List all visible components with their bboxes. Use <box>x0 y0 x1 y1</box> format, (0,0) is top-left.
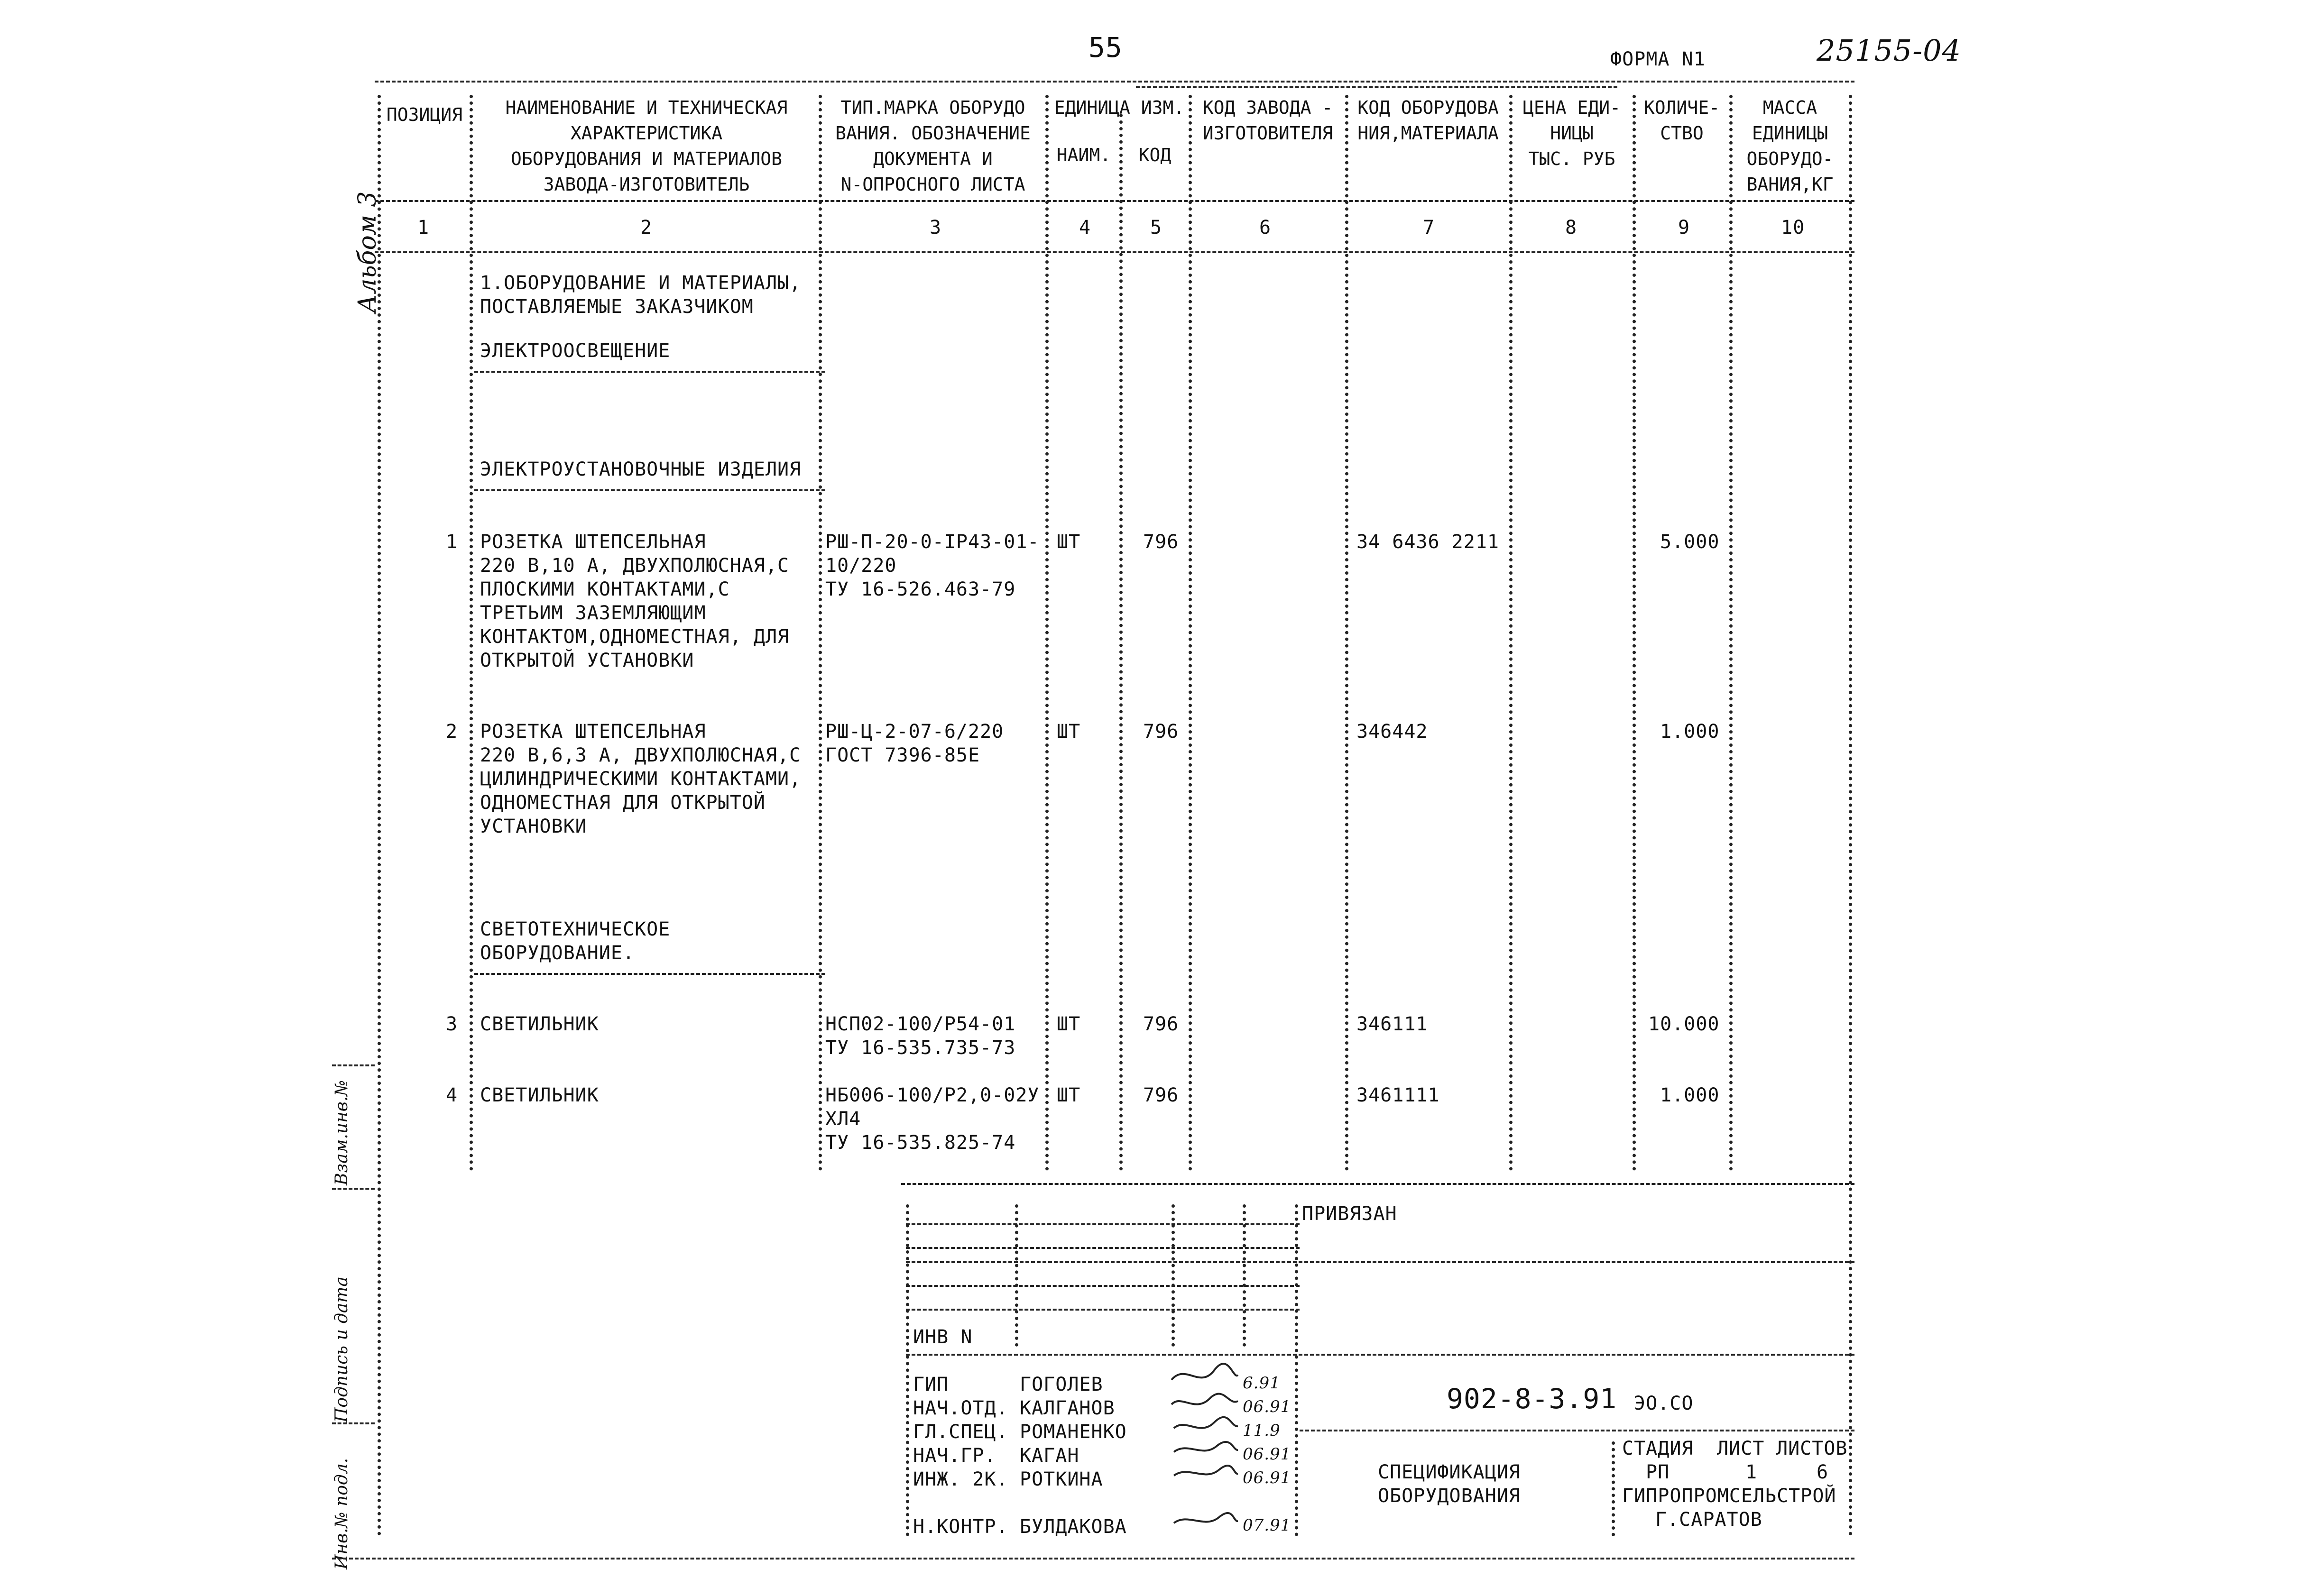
row-4-name: СВЕТИЛЬНИК <box>480 1084 599 1106</box>
col-number-4: 4 <box>1079 217 1091 238</box>
row-3-equipment-code: 346111 <box>1356 1013 1428 1035</box>
row-2-unit: ШТ <box>1057 721 1081 743</box>
row-1-position: 1 <box>446 531 458 553</box>
header-unit-code: КОД <box>1138 145 1172 165</box>
col-sep-10 <box>1849 95 1852 1536</box>
signatory-name: ГОГОЛЕВ <box>1020 1374 1103 1395</box>
row-4-equipment-code: 3461111 <box>1356 1084 1440 1106</box>
stamp-sep-5 <box>1295 1204 1298 1536</box>
signatory-role: НАЧ.ОТД. <box>913 1397 1008 1419</box>
row-1-unit: ШТ <box>1057 531 1081 553</box>
stamp-mid-rule <box>906 1354 1854 1356</box>
row-1-type: РШ-П-20-0-IP43-01- 10/220 ТУ 16-526.463-79 <box>825 531 1040 600</box>
stamp-rev-rule-1 <box>906 1223 1300 1225</box>
col-sep-0 <box>378 95 381 1536</box>
col-number-9: 9 <box>1678 217 1690 238</box>
inv-podl-label: Инв.№ подл. <box>332 1458 351 1569</box>
col-sep-4 <box>1119 114 1123 1171</box>
col-number-5: 5 <box>1150 217 1162 238</box>
form-label: ФОРМА N1 <box>1610 48 1706 70</box>
signatory-role: Н.КОНТР. <box>913 1516 1008 1538</box>
signatory-date: 06.91 <box>1243 1468 1291 1487</box>
col-sep-6 <box>1345 95 1348 1171</box>
signature-marks <box>1167 1361 1243 1536</box>
col-number-1: 1 <box>417 217 430 238</box>
stamp-top-rule <box>901 1183 1854 1185</box>
header-name: НАИМЕНОВАНИЕ И ТЕХНИЧЕСКАЯ ХАРАКТЕРИСТИКА ОБОРУДОВАНИЯ И МАТЕРИАЛОВ ЗАВОДА-ИЗГОТОВИТЕЛЬ <box>505 97 788 195</box>
row-2-position: 2 <box>446 721 458 743</box>
row-4-unit: ШТ <box>1057 1084 1081 1106</box>
stamp-doc-number: 902-8-3.91 <box>1447 1383 1617 1415</box>
header-position: ПОЗИЦИЯ <box>386 104 463 125</box>
header-equipment-code: КОД ОБОРУДОВА НИЯ,МАТЕРИАЛА <box>1357 97 1499 144</box>
signatory-role: ИНЖ. 2К. <box>913 1468 1008 1490</box>
header-quantity: КОЛИЧЕ- СТВО <box>1643 97 1720 144</box>
col-sep-3 <box>1045 95 1049 1171</box>
header-type: ТИП.МАРКА ОБОРУДО ВАНИЯ. ОБОЗНАЧЕНИЕ ДОКУМЕНТА И N-ОПРОСНОГО ЛИСТА <box>835 97 1031 195</box>
signatory-date: 07.91 <box>1243 1516 1291 1535</box>
col-sep-1 <box>470 95 473 1171</box>
margin-rule-1 <box>332 1064 375 1066</box>
header-factory-code: КОД ЗАВОДА - ИЗГОТОВИТЕЛЯ <box>1202 97 1333 144</box>
row-4-type: НБ006-100/Р2,0-02У ХЛ4 ТУ 16-535.825-74 <box>825 1084 1040 1154</box>
page-number: 55 <box>1089 31 1123 64</box>
stamp-sheet: 1 <box>1745 1461 1758 1483</box>
row-2-code: 796 <box>1143 721 1179 743</box>
col-number-2: 2 <box>640 217 653 238</box>
row-2-equipment-code: 346442 <box>1356 721 1428 743</box>
section-heading-lighting: ЭЛЕКТРООСВЕЩЕНИЕ <box>480 340 671 362</box>
header-unit: ЕДИНИЦА ИЗМ. <box>1054 97 1185 118</box>
signatory-date: 6.91 <box>1243 1374 1281 1393</box>
stamp-stage: РП <box>1646 1461 1670 1483</box>
stamp-sep-4 <box>1243 1204 1246 1347</box>
col-number-6: 6 <box>1259 217 1272 238</box>
stamp-sep-6 <box>1612 1441 1615 1536</box>
row-4-position: 4 <box>446 1084 458 1106</box>
vzam-inv-label: Взам.инв.№ <box>332 1080 351 1185</box>
signatory-date: 06.91 <box>1243 1397 1291 1416</box>
row-3-type: НСП02-100/Р54-01 ТУ 16-535.735-73 <box>825 1013 1016 1059</box>
stamp-sep-3 <box>1172 1204 1175 1347</box>
row-2-type: РШ-Ц-2-07-6/220 ГОСТ 7396-85Е <box>825 721 1004 766</box>
signatory-name: КАЛГАНОВ <box>1020 1397 1115 1419</box>
col-number-3: 3 <box>930 217 942 238</box>
stamp-sheets-label: ЛИСТОВ <box>1776 1438 1848 1459</box>
stamp-doc-suffix: ЭО.СО <box>1634 1393 1694 1414</box>
stamp-bottom-rule <box>332 1558 1854 1559</box>
section-underline-3 <box>474 973 825 975</box>
stamp-organization: ГИПРОПРОМСЕЛЬСТРОЙ <box>1622 1485 1836 1507</box>
stamp-title: СПЕЦИФИКАЦИЯ ОБОРУДОВАНИЯ <box>1378 1461 1521 1507</box>
stamp-stage-label: СТАДИЯ <box>1622 1438 1694 1459</box>
col-sep-7 <box>1509 95 1513 1171</box>
row-4-quantity: 1.000 <box>1660 1084 1720 1106</box>
section-heading-wiring: ЭЛЕКТРОУСТАНОВОЧНЫЕ ИЗДЕЛИЯ <box>480 459 802 480</box>
row-2-name: РОЗЕТКА ШТЕПСЕЛЬНАЯ 220 В,6,3 А, ДВУХПОЛЮСНАЯ,С ЦИЛИНДРИЧЕСКИМИ КОНТАКТАМИ, ОДНОМЕСТНАЯ ДЛЯ ОТКРЫТОЙ УСТАНОВКИ <box>480 721 802 837</box>
row-1-quantity: 5.000 <box>1660 531 1720 553</box>
doc-code-handwritten: 25155-04 <box>1817 33 1962 68</box>
col-sep-5 <box>1189 95 1192 1171</box>
signatory-role: ГЛ.СПЕЦ. <box>913 1421 1008 1443</box>
stamp-rev-rule-2 <box>906 1247 1300 1249</box>
signatory-name: КАГАН <box>1020 1445 1079 1467</box>
row-3-code: 796 <box>1143 1013 1179 1035</box>
col-sep-9 <box>1729 95 1733 1171</box>
col-number-7: 7 <box>1423 217 1435 238</box>
signatory-date: 06.91 <box>1243 1445 1291 1464</box>
stamp-sep-1 <box>906 1204 909 1536</box>
row-1-equipment-code: 34 6436 2211 <box>1356 531 1499 553</box>
row-3-unit: ШТ <box>1057 1013 1081 1035</box>
album-label: Альбом 3 <box>353 191 382 313</box>
stamp-sep-2 <box>1015 1204 1018 1347</box>
col-number-10: 10 <box>1781 217 1805 238</box>
stamp-sheets: 6 <box>1817 1461 1829 1483</box>
header-unit-name: НАИМ. <box>1056 145 1111 165</box>
stamp-rev-rule-5 <box>906 1309 1300 1311</box>
col-sep-2 <box>819 95 822 1171</box>
signatory-name: РОТКИНА <box>1020 1468 1103 1490</box>
stamp-sheet-label: ЛИСТ <box>1717 1438 1765 1459</box>
margin-rule-3 <box>332 1422 375 1424</box>
row-2-quantity: 1.000 <box>1660 721 1720 743</box>
stamp-city: Г.САРАТОВ <box>1655 1509 1762 1531</box>
table-top-rule <box>375 81 1854 83</box>
row-4-code: 796 <box>1143 1084 1179 1106</box>
signatory-role: НАЧ.ГР. <box>913 1445 996 1467</box>
stamp-inv-n: ИНВ N <box>913 1326 973 1348</box>
header-mass: МАССА ЕДИНИЦЫ ОБОРУДО- ВАНИЯ,КГ <box>1746 97 1834 195</box>
stamp-rev-rule-3 <box>906 1261 1854 1263</box>
row-1-name: РОЗЕТКА ШТЕПСЕЛЬНАЯ 220 В,10 А, ДВУХПОЛЮСНАЯ,С ПЛОСКИМИ КОНТАКТАМИ,С ТРЕТЬИМ ЗАЗЕМЛЯЮЩИМ КОНТАКТОМ,ОДНОМЕСТНАЯ, ДЛЯ ОТКРЫТОЙ УСТАНОВКИ <box>480 531 790 671</box>
stamp-title-rule <box>1300 1430 1854 1431</box>
stamp-rev-rule-4 <box>906 1285 1300 1287</box>
section-heading-light-equipment: СВЕТОТЕХНИЧЕСКОЕ ОБОРУДОВАНИЕ. <box>480 918 671 964</box>
stamp-privyazan: ПРИВЯЗАН <box>1302 1203 1397 1225</box>
col-sep-8 <box>1633 95 1636 1171</box>
row-3-position: 3 <box>446 1013 458 1035</box>
row-3-quantity: 10.000 <box>1648 1013 1720 1035</box>
margin-rule-2 <box>332 1188 375 1190</box>
podpis-data-label: Подпись и дата <box>332 1276 351 1422</box>
section-heading-supplied: 1.ОБОРУДОВАНИЕ И МАТЕРИАЛЫ, ПОСТАВЛЯЕМЫЕ ЗАКАЗЧИКОМ <box>480 272 802 318</box>
col-number-8: 8 <box>1565 217 1577 238</box>
signatory-date: 11.9 <box>1243 1421 1281 1440</box>
row-1-code: 796 <box>1143 531 1179 553</box>
section-underline-2 <box>474 489 825 491</box>
signatory-role: ГИП <box>913 1374 949 1395</box>
section-underline-1 <box>474 371 825 373</box>
row-3-name: СВЕТИЛЬНИК <box>480 1013 599 1035</box>
signatory-name: БУЛДАКОВА <box>1020 1516 1127 1538</box>
header-price: ЦЕНА ЕДИ- НИЦЫ ТЫС. РУБ <box>1523 97 1621 169</box>
unit-sub-rule <box>1136 86 1617 88</box>
signatory-name: РОМАНЕНКО <box>1020 1421 1127 1443</box>
